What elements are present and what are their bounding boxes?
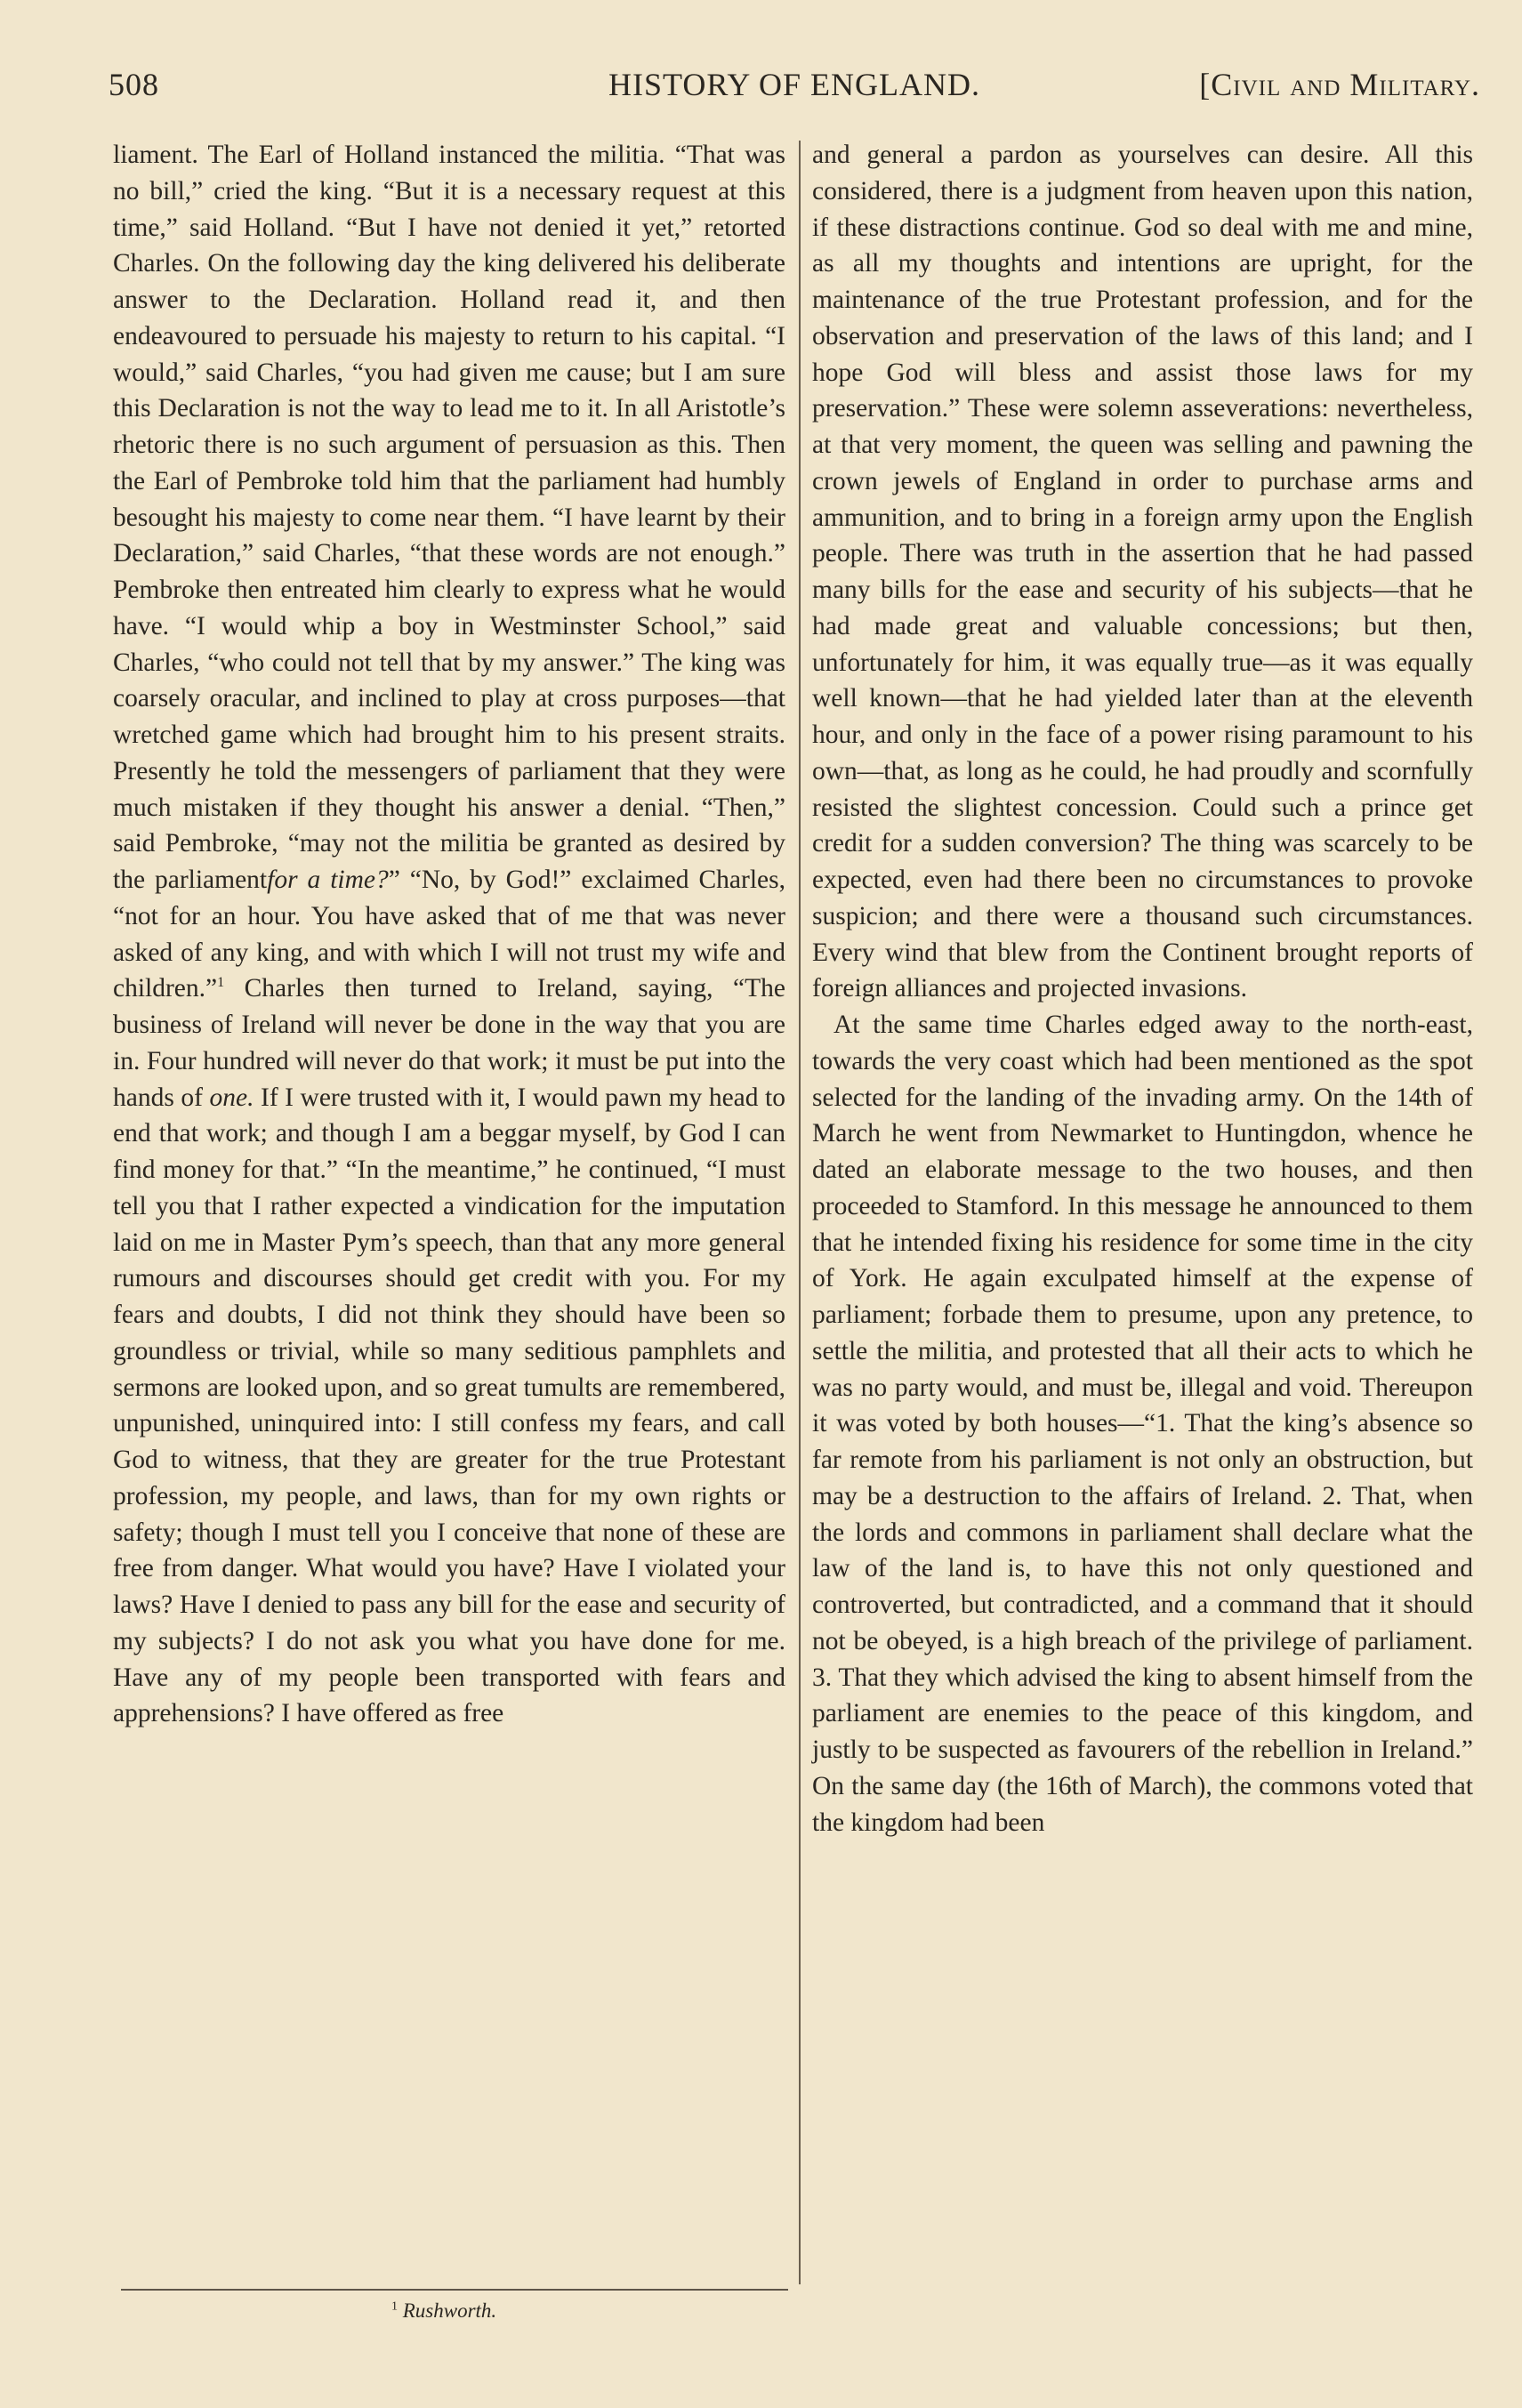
- footnote-reference: 1: [217, 975, 225, 991]
- right-column: [812, 137, 1473, 1840]
- italic-text: for a time?: [267, 866, 389, 894]
- right-paragraph-2: At the same time Charles edged away to the north-east, towards the very coast which had been mentioned as the spot selected for the landing of the invading army. On the 14th of March he went from Newmarket to Huntingdon, whence he dated an elaborate message to the two houses, and then proceeded to Stamford. In this message he announced to them that he intended fixing his residence for some time in the city of York. He again exculpated himself at the expense of parliament; forbade them to presume, upon any pretence, to settle the militia, and protested that all their acts to which he was no party would, and must be, illegal and void. Thereupon it was voted by both houses—“1. That the king’s absence so far remote from his parliament is not only an obstruction, but may be a destruction to the affairs of Ireland. 2. That, when the lords and commons in parliament shall declare what the law of the land is, to have this not only questioned and controverted, but contradicted, and a command that it should not be obeyed, is a high breach of the privilege of parliament. 3. That they which advised the king to absent himself from the parliament are enemies to the peace of this kingdom, and justly to be suspected as favourers of the rebellion in Ireland.” On the same day (the 16th of March), the commons voted that the kingdom had been: [812, 1011, 1473, 1837]
- footnote-mark: 1: [391, 2299, 398, 2314]
- page-number: 508: [109, 67, 159, 102]
- italic-text: one.: [209, 1083, 254, 1112]
- running-title: HISTORY OF ENGLAND.: [608, 67, 981, 102]
- text-run: Charles then turned to Ireland, saying, “The business of Ireland will never be done in the way that you are in. Four hundred will never do that work; it must be put into the hands of: [113, 974, 785, 1112]
- column-divider: [799, 141, 801, 2284]
- section-title: [Civil and Military.: [1199, 67, 1480, 102]
- text-run: If I were trusted with it, I would pawn my head to end that work; and though I am a beggar myself, by God I can find money for that.” “In the meantime,” he continued, “I must tell you that I rather expected a vindication for the imputation laid on me in Master Pym’s speech, than that any more general rumours and discourses should get credit with you. For my fears and doubts, I did not think they should have been so groundless or trivial, while so many seditious pamphlets and sermons are looked upon, and so great tumults are remembered, unpunished, uninquired into: I still confess my fears, and call God to witness, that they are greater for the true Protestant profession, my people, and laws, than for my own rights or safety; though I must tell you I conceive that none of these are free from danger. What would you have? Have I violated your laws? Have I denied to pass any bill for the ease and security of my subjects? I do not ask you what you have done for me. Have any of my people been transported with fears and apprehensions? I have offered as free: [113, 1083, 785, 1728]
- left-column: [113, 137, 785, 1732]
- text-run: ” “No, by God!” exclaimed Charles, “not for an hour. You have asked that of me that was never asked of any king, and with which I will not trust my wife and children.”: [113, 866, 785, 1003]
- footnote-text: Rushworth.: [402, 2299, 497, 2322]
- footnote-rule: [121, 2289, 788, 2291]
- left-paragraph: [113, 137, 785, 1732]
- footnote: [391, 2299, 496, 2323]
- right-paragraph-1: and general a pardon as yourselves can desire. All this considered, there is a judgment from heaven upon this nation, if these distractions continue. God so deal with me and mine, as all my thoughts and intentions are upright, for the maintenance of the true Protestant profession, and for the observation and preservation of the laws of this land; and I hope God will bless and assist those laws for my preservation.” These were solemn asseverations: nevertheless, at that very moment, the queen was selling and pawning the crown jewels of England in order to purchase arms and ammunition, and to bring in a foreign army upon the English people. There was truth in the assertion that he had passed many bills for the ease and security of his subjects—that he had made great and valuable concessions; but then, unfortunately for him, it was equally true—as it was equally well known—that he had yielded later than at the eleventh hour, and only in the face of a power rising paramount to his own—that, as long as he could, he had proudly and scornfully resisted the slightest concession. Could such a prince get credit for a sudden conversion? The thing was scarcely to be expected, even had there been no circumstances to provoke suspicion; and there were a thousand such circumstances. Every wind that blew from the Continent brought reports of foreign alliances and projected invasions.: [812, 141, 1473, 1003]
- text-run: liament. The Earl of Holland instanced the militia. “That was no bill,” cried the king. “But it is a necessary request at this time,” said Holland. “But I have not denied it yet,” retorted Charles. On the following day the king delivered his deliberate answer to the Declaration. Holland read it, and then endeavoured to persuade his majesty to return to his capital. “I would,” said Charles, “you had given me cause; but I am sure this Declaration is not the way to lead me to it. In all Aristotle’s rhetoric there is no such argument of persuasion as this. Then the Earl of Pembroke told him that the parliament had humbly besought his majesty to come near them. “I have learnt by their Declaration,” said Charles, “that these words are not enough.” Pembroke then entreated him clearly to express what he would have. “I would whip a boy in Westminster School,” said Charles, “who could not tell that by my answer.” The king was coarsely oracular, and inclined to play at cross purposes—that wretched game which had brought him to his present straits. Presently he told the messengers of parliament that they were much mistaken if they thought his answer a denial. “Then,” said Pembroke, “may not the militia be granted as desired by the parliament: [113, 141, 785, 894]
- running-header: [109, 66, 1480, 114]
